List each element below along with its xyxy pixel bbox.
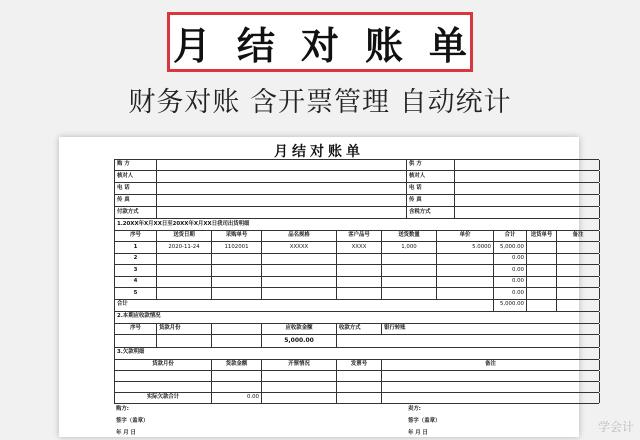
- info-value-right[interactable]: [455, 207, 600, 218]
- col-header: 开票情况: [262, 360, 337, 370]
- seller-label: 卖方:: [408, 405, 421, 412]
- cell[interactable]: [262, 277, 337, 288]
- info-row: [114, 159, 599, 171]
- info-value-left[interactable]: [157, 171, 407, 182]
- footer-row: [114, 428, 599, 440]
- info-row: [114, 171, 599, 183]
- cell[interactable]: [337, 277, 382, 288]
- cell[interactable]: [527, 242, 557, 253]
- info-label-left: 核对人: [115, 171, 157, 182]
- cell[interactable]: [157, 277, 212, 288]
- cell[interactable]: [212, 324, 262, 334]
- col-header: 品名规格: [262, 231, 337, 241]
- col-header: 送货日期: [157, 231, 212, 241]
- info-label-right: 传 真: [407, 195, 455, 206]
- cell[interactable]: [262, 254, 337, 265]
- info-value-right[interactable]: [455, 183, 600, 194]
- info-row: [114, 183, 599, 195]
- cell: 0.00: [494, 288, 527, 299]
- info-label-left: 电 话: [115, 183, 157, 194]
- cell[interactable]: [212, 335, 262, 347]
- cell: 1: [115, 242, 157, 253]
- seller-sign-label: 签字（盖章）: [408, 417, 441, 424]
- info-row: [114, 195, 599, 207]
- table-row: [114, 288, 599, 300]
- cell: 0.00: [494, 277, 527, 288]
- section1-header-row: [114, 231, 599, 242]
- footer-row: [114, 404, 599, 416]
- cell[interactable]: [337, 254, 382, 265]
- cell[interactable]: [157, 265, 212, 276]
- col-header: 备注: [557, 231, 600, 241]
- cell[interactable]: [157, 254, 212, 265]
- section1-title-row: [114, 219, 599, 231]
- cell[interactable]: [337, 335, 600, 347]
- col-header: 送货单号: [527, 231, 557, 241]
- cell[interactable]: [157, 288, 212, 299]
- footer-row: [114, 416, 599, 428]
- cell[interactable]: [337, 371, 382, 381]
- statement-form: [114, 159, 599, 440]
- col-header: 客户品号: [337, 231, 382, 241]
- cell[interactable]: [437, 277, 494, 288]
- cell[interactable]: [437, 265, 494, 276]
- cell[interactable]: [527, 265, 557, 276]
- info-label-right: 供 方: [407, 160, 455, 170]
- col-header: 单价: [437, 231, 494, 241]
- cell[interactable]: [382, 371, 600, 381]
- info-value-right[interactable]: [455, 195, 600, 206]
- col-header: 发票号: [337, 360, 382, 370]
- info-label-left: 传 真: [115, 195, 157, 206]
- col-header: 合计: [494, 231, 527, 241]
- cell[interactable]: [557, 288, 600, 299]
- info-value-right[interactable]: [455, 171, 600, 182]
- info-label-right: 核对人: [407, 171, 455, 182]
- section2-title: 2.本期应收款情况: [115, 312, 600, 323]
- cell[interactable]: [382, 254, 437, 265]
- col-header: 货款月份: [157, 324, 212, 334]
- col-header: 序号: [115, 324, 157, 334]
- table-row: [114, 382, 599, 393]
- cell[interactable]: [337, 288, 382, 299]
- section2-title-row: [114, 312, 599, 324]
- cell[interactable]: [212, 371, 262, 381]
- cell[interactable]: [527, 254, 557, 265]
- total-label: 合计: [115, 300, 494, 311]
- info-row: [114, 207, 599, 219]
- cell[interactable]: 1102001: [212, 242, 262, 253]
- cell: [557, 300, 600, 311]
- statement-sheet: [59, 137, 584, 437]
- cell[interactable]: [557, 242, 600, 253]
- cell[interactable]: [115, 382, 212, 392]
- section3-title-row: [114, 348, 599, 360]
- section3-header-row: [114, 360, 599, 371]
- sheet-title: 月结对账单: [274, 144, 364, 160]
- debt-total-value: 0.00: [212, 393, 262, 403]
- info-label-left: 付款方式: [115, 207, 157, 218]
- cell: 0.00: [494, 265, 527, 276]
- cell[interactable]: [557, 277, 600, 288]
- section1-title: 1.20XX年X月XX日至20XX年X月XX日我司出货明细: [115, 219, 600, 230]
- info-label-right: 含税方式: [407, 207, 455, 218]
- info-value-right[interactable]: [455, 160, 600, 170]
- cell[interactable]: [382, 288, 437, 299]
- cell[interactable]: [212, 288, 262, 299]
- seller-date-label: 年 月 日: [408, 429, 428, 436]
- banner-subtitle: 财务对账 含开票管理 自动统计: [128, 87, 512, 118]
- info-label-right: 电 话: [407, 183, 455, 194]
- section1-total-row: [114, 300, 599, 312]
- cell: [382, 393, 600, 403]
- receivable-amount: 5,000.00: [262, 335, 337, 347]
- section2-header-row: [114, 324, 599, 335]
- cell[interactable]: [115, 371, 212, 381]
- cell: [527, 300, 557, 311]
- watermark: 学会计: [597, 420, 634, 434]
- cell[interactable]: [337, 382, 382, 392]
- table-row: [114, 254, 599, 266]
- cell: 0.00: [494, 254, 527, 265]
- cell[interactable]: [262, 371, 337, 381]
- info-value-left[interactable]: [157, 183, 407, 194]
- cell[interactable]: [382, 277, 437, 288]
- cell[interactable]: [212, 277, 262, 288]
- buyer-date-label: 年 月 日: [116, 429, 136, 436]
- cell: 5,000.00: [494, 242, 527, 253]
- info-value-left[interactable]: [157, 207, 407, 218]
- cell: [337, 393, 382, 403]
- total-value: 5,000.00: [494, 300, 527, 311]
- buyer-label: 购方:: [116, 405, 129, 412]
- cell[interactable]: [262, 265, 337, 276]
- table-row: [114, 371, 599, 382]
- col-header: 收款方式: [337, 324, 382, 334]
- info-value-left[interactable]: [157, 195, 407, 206]
- cell[interactable]: [262, 288, 337, 299]
- cell[interactable]: XXXX: [337, 242, 382, 253]
- table-row: [114, 265, 599, 277]
- col-header: 备注: [382, 360, 600, 370]
- cell[interactable]: [262, 382, 337, 392]
- section3-total-row: [114, 393, 599, 404]
- col-header: 送货数量: [382, 231, 437, 241]
- cell[interactable]: 5.0000: [437, 242, 494, 253]
- cell[interactable]: [337, 265, 382, 276]
- section3-title: 3.欠款明细: [115, 348, 600, 359]
- banner-title-box: [167, 12, 493, 72]
- banner-title: 月结对账单: [172, 23, 493, 68]
- debt-total-label: 实际欠款合计: [115, 393, 212, 403]
- cell: 4: [115, 277, 157, 288]
- cell: [115, 335, 157, 347]
- cell: 5: [115, 288, 157, 299]
- col-header: 序号: [115, 231, 157, 241]
- cell: 2: [115, 254, 157, 265]
- col-header: 货款月份: [115, 360, 212, 370]
- col-header: 采购单号: [212, 231, 262, 241]
- table-row: [114, 242, 599, 254]
- table-row: [114, 277, 599, 289]
- info-label-left: 购 方: [115, 160, 157, 170]
- cell[interactable]: [557, 254, 600, 265]
- cell[interactable]: 1,000: [382, 242, 437, 253]
- col-header: 货款金额: [212, 360, 262, 370]
- cell[interactable]: [212, 265, 262, 276]
- cell[interactable]: [437, 254, 494, 265]
- cell[interactable]: [557, 265, 600, 276]
- col-header: 应收款金额: [262, 324, 337, 334]
- section2-value-row: [114, 335, 599, 348]
- cell[interactable]: 2020-11-24: [157, 242, 212, 253]
- cell[interactable]: [212, 382, 262, 392]
- cell[interactable]: [382, 265, 437, 276]
- buyer-sign-label: 签字（盖章）: [116, 417, 149, 424]
- cell[interactable]: [157, 335, 212, 347]
- info-value-left[interactable]: [157, 160, 407, 170]
- cell: 3: [115, 265, 157, 276]
- cell[interactable]: [382, 382, 600, 392]
- cell[interactable]: [527, 277, 557, 288]
- payment-method[interactable]: 银行转账: [382, 324, 600, 334]
- cell[interactable]: [437, 288, 494, 299]
- cell: [262, 393, 337, 403]
- cell[interactable]: XXXXX: [262, 242, 337, 253]
- cell[interactable]: [527, 288, 557, 299]
- cell[interactable]: [212, 254, 262, 265]
